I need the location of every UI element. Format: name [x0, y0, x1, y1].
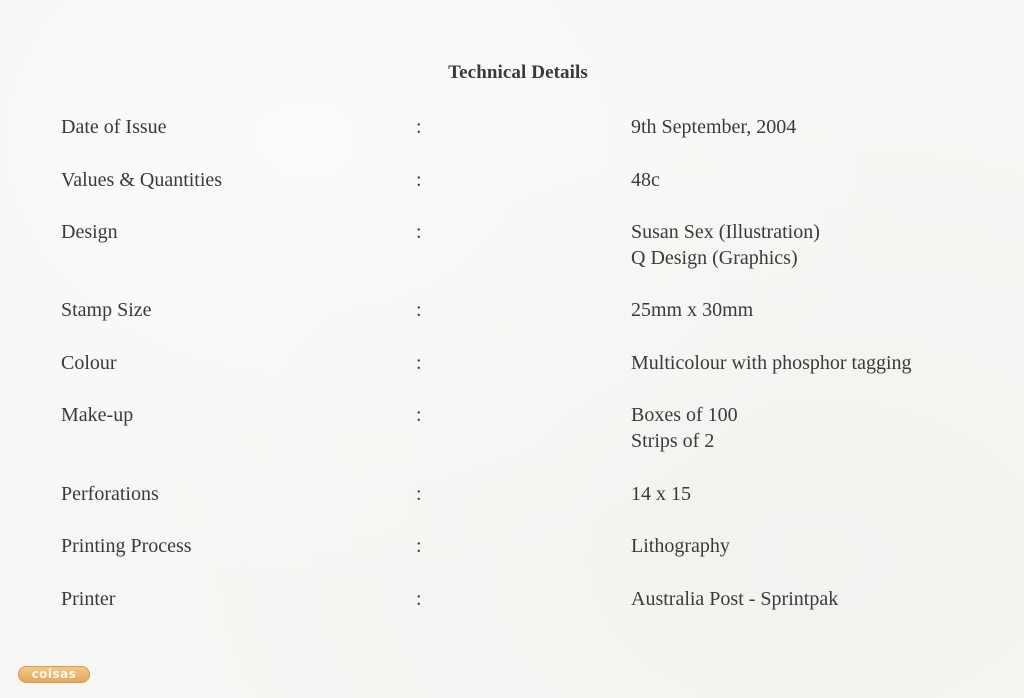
detail-label: Values & Quantities [61, 169, 223, 191]
detail-value-line: Boxes of 100 [631, 404, 738, 426]
detail-value-line: 14 x 15 [631, 483, 691, 505]
detail-separator: : [416, 169, 422, 191]
detail-separator: : [416, 404, 422, 426]
detail-value [631, 219, 820, 271]
detail-label: Date of Issue [61, 116, 167, 138]
detail-value-line: Australia Post - Sprintpak [631, 588, 839, 610]
detail-value-line: 48c [631, 169, 660, 191]
detail-separator: : [416, 483, 422, 505]
detail-value [631, 297, 753, 323]
detail-value [631, 114, 796, 140]
detail-value [631, 586, 838, 612]
watermark-logo: coisas [18, 666, 90, 683]
detail-separator: : [416, 588, 422, 610]
detail-label: Printer [61, 588, 116, 610]
detail-label: Make-up [61, 404, 134, 426]
detail-label: Printing Process [61, 535, 192, 557]
detail-label: Design [61, 221, 118, 243]
detail-label: Perforations [61, 483, 159, 505]
detail-value [631, 481, 691, 507]
detail-value [631, 167, 660, 193]
detail-value-line: Q Design (Graphics) [631, 247, 798, 269]
detail-value-line: Strips of 2 [631, 430, 715, 452]
detail-separator: : [416, 352, 422, 374]
detail-label: Colour [61, 352, 117, 374]
detail-label: Stamp Size [61, 299, 152, 321]
detail-value [631, 533, 730, 559]
detail-value [631, 350, 912, 376]
detail-separator: : [416, 535, 422, 557]
detail-value-line: Multicolour with phosphor tagging [631, 352, 912, 374]
detail-value [631, 402, 738, 454]
detail-separator: : [416, 116, 422, 138]
detail-value-line: Susan Sex (Illustration) [631, 221, 820, 243]
detail-value-line: Lithography [631, 535, 730, 557]
detail-value-line: 9th September, 2004 [631, 116, 797, 138]
detail-separator: : [416, 221, 422, 243]
detail-value-line: 25mm x 30mm [631, 299, 754, 321]
page-title: Technical Details [448, 62, 588, 83]
detail-separator: : [416, 299, 422, 321]
